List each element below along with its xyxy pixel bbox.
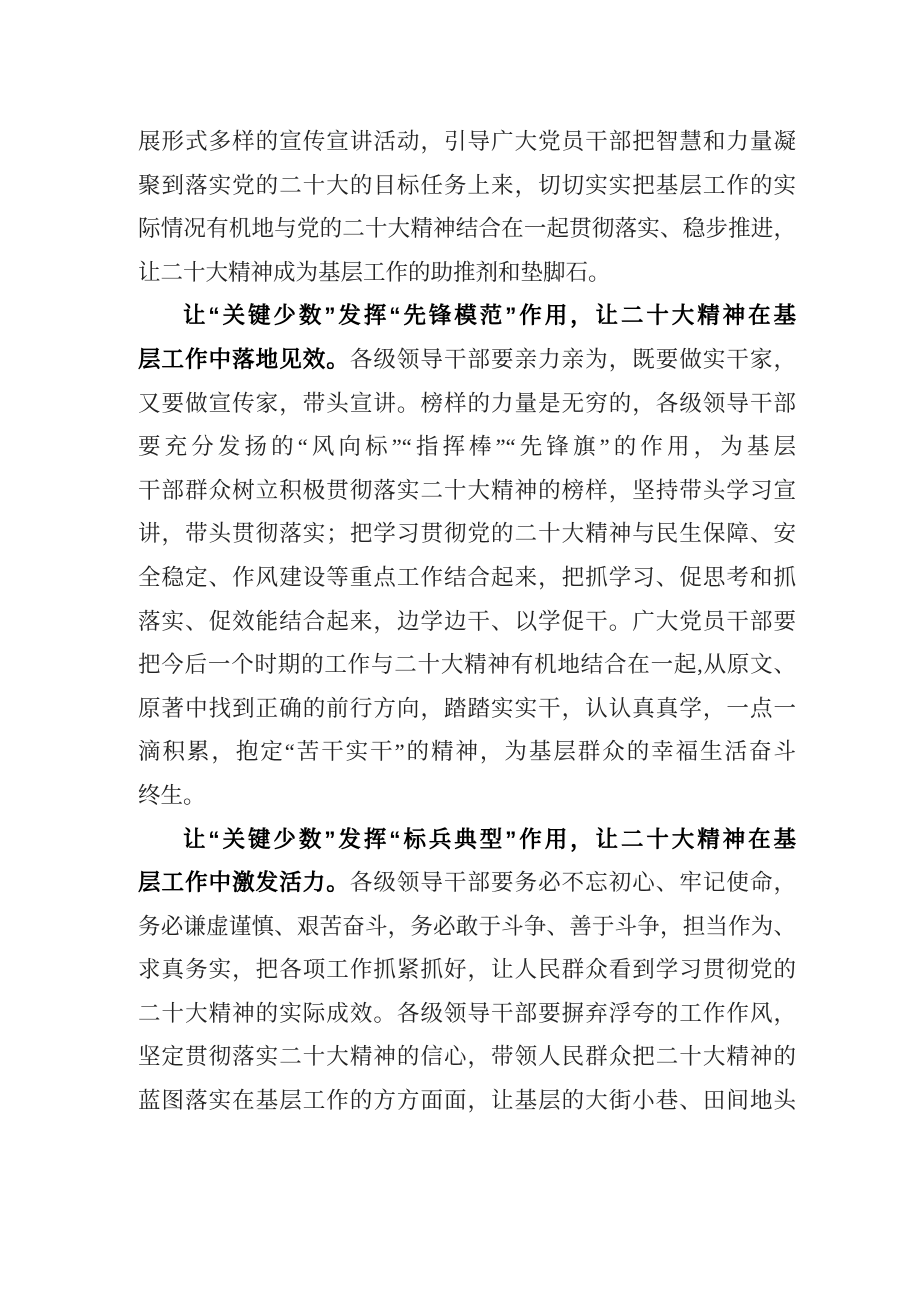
- text-line: [138, 556, 796, 600]
- text-line: [138, 1035, 796, 1079]
- text-line: [138, 512, 796, 556]
- text-segment: 让二十大精神成为基层工作的助推剂和垫脚石。: [138, 259, 611, 285]
- text-segment: 落实、促效能结合起来，边学边干、以学促干。广大党员干部要: [138, 608, 796, 634]
- text-line: [138, 469, 796, 513]
- text-line: [138, 120, 796, 164]
- text-line: [138, 774, 796, 818]
- paragraph: [138, 818, 796, 1123]
- text-segment: 坚定贯彻落实二十大精神的信心，带领人民群众把二十大精神的: [138, 1044, 796, 1070]
- text-segment: 要充分发扬的“风向标”“指挥棒”“先锋旗”的作用，为基层: [138, 434, 796, 460]
- document-body: [138, 120, 796, 1123]
- text-segment: 务必谦虚谨慎、艰苦奋斗，务必敢于斗争、善于斗争，担当作为、: [138, 913, 796, 939]
- paragraph: [138, 120, 796, 294]
- text-line: [138, 905, 796, 949]
- text-segment: 把今后一个时期的工作与二十大精神有机地结合在一起,从原文、: [138, 652, 796, 678]
- text-line: [138, 600, 796, 644]
- text-line: [138, 251, 796, 295]
- text-segment: 终生。: [138, 782, 206, 808]
- text-line: [138, 643, 796, 687]
- paragraph: [138, 294, 796, 817]
- text-segment: 又要做宣传家，带头宣讲。榜样的力量是无穷的，各级领导干部: [138, 390, 796, 416]
- text-line: [138, 687, 796, 731]
- text-line: [138, 382, 796, 426]
- bold-text-segment: 层工作中落地见效。: [138, 346, 350, 372]
- text-line: [138, 992, 796, 1036]
- text-segment: 展形式多样的宣传宣讲活动，引导广大党员干部把智慧和力量凝: [138, 129, 796, 154]
- text-line: [138, 207, 796, 251]
- bold-text-segment: 让“关键少数”发挥“标兵典型”作用，让二十大精神在基: [183, 826, 796, 852]
- text-segment: 二十大精神的实际成效。各级领导干部要摒弃浮夸的工作作风，: [138, 1000, 796, 1026]
- text-line: [138, 948, 796, 992]
- bold-text-segment: 层工作中激发活力。: [138, 870, 350, 896]
- text-segment: 讲，带头贯彻落实；把学习贯彻党的二十大精神与民生保障、安: [138, 521, 796, 547]
- text-segment: 全稳定、作风建设等重点工作结合起来，把抓学习、促思考和抓: [138, 564, 796, 590]
- text-line: [138, 818, 796, 862]
- text-segment: 求真务实，把各项工作抓紧抓好，让人民群众看到学习贯彻党的: [138, 957, 796, 983]
- bold-text-segment: 让“关键少数”发挥“先锋模范”作用，让二十大精神在基: [183, 303, 796, 329]
- text-segment: 原著中找到正确的前行方向，踏踏实实干，认认真真学，一点一: [138, 695, 796, 721]
- text-line: [138, 730, 796, 774]
- text-segment: 滴积累，抱定“苦干实干”的精神，为基层群众的幸福生活奋斗: [138, 739, 796, 765]
- text-line: [138, 164, 796, 208]
- text-segment: 干部群众树立积极贯彻落实二十大精神的榜样，坚持带头学习宣: [138, 477, 796, 503]
- text-segment: 聚到落实党的二十大的目标任务上来，切切实实把基层工作的实: [138, 172, 796, 198]
- text-line: [138, 425, 796, 469]
- text-line: [138, 294, 796, 338]
- text-line: [138, 1079, 796, 1123]
- text-segment: 蓝图落实在基层工作的方方面面，让基层的大街小巷、田间地头: [138, 1088, 796, 1114]
- text-segment: 际情况有机地与党的二十大精神结合在一起贯彻落实、稳步推进，: [138, 216, 796, 242]
- text-line: [138, 338, 796, 382]
- text-line: [138, 861, 796, 905]
- text-segment: 各级领导干部要务必不忘初心、牢记使命，: [349, 870, 796, 896]
- text-segment: 各级领导干部要亲力亲为，既要做实干家，: [349, 346, 796, 372]
